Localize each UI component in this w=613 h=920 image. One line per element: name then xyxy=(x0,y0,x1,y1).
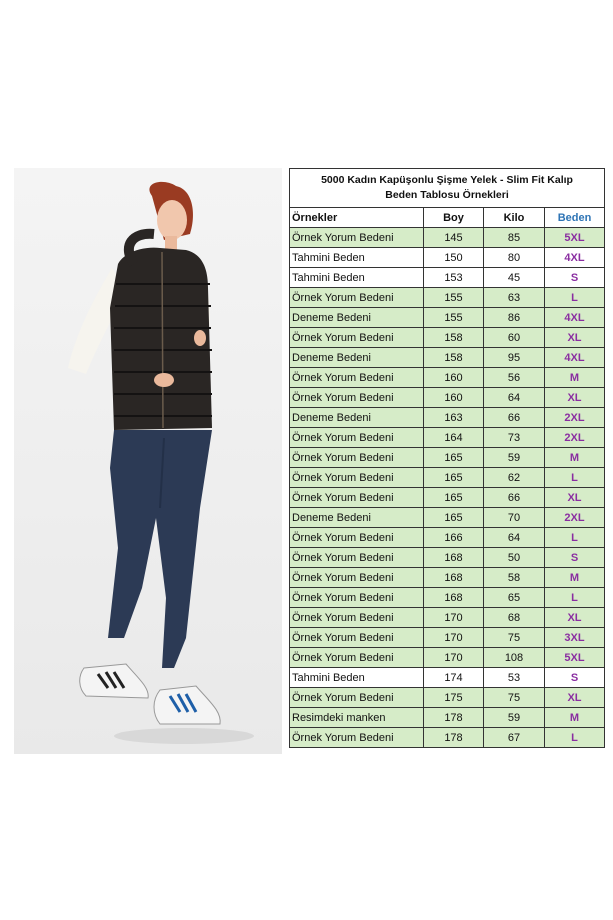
row-kilo: 50 xyxy=(484,548,545,568)
row-boy: 168 xyxy=(424,568,484,588)
row-name: Örnek Yorum Bedeni xyxy=(290,448,424,468)
row-boy: 175 xyxy=(424,688,484,708)
row-boy: 158 xyxy=(424,328,484,348)
row-name: Örnek Yorum Bedeni xyxy=(290,728,424,748)
row-kilo: 86 xyxy=(484,308,545,328)
row-beden: 5XL xyxy=(545,228,605,248)
row-boy: 170 xyxy=(424,648,484,668)
row-beden: M xyxy=(545,568,605,588)
row-name: Örnek Yorum Bedeni xyxy=(290,488,424,508)
header-kilo: Kilo xyxy=(484,208,545,228)
table-row xyxy=(290,568,605,588)
row-boy: 168 xyxy=(424,588,484,608)
table-row xyxy=(290,228,605,248)
row-kilo: 65 xyxy=(484,588,545,608)
row-kilo: 85 xyxy=(484,228,545,248)
table-header-row xyxy=(290,208,605,228)
row-kilo: 64 xyxy=(484,388,545,408)
row-boy: 163 xyxy=(424,408,484,428)
table-row xyxy=(290,708,605,728)
table-row xyxy=(290,408,605,428)
table-row xyxy=(290,348,605,368)
row-beden: L xyxy=(545,468,605,488)
table-row xyxy=(290,308,605,328)
table-row xyxy=(290,528,605,548)
row-name: Örnek Yorum Bedeni xyxy=(290,628,424,648)
row-boy: 155 xyxy=(424,308,484,328)
header-boy: Boy xyxy=(424,208,484,228)
row-boy: 174 xyxy=(424,668,484,688)
row-name: Örnek Yorum Bedeni xyxy=(290,288,424,308)
row-name: Örnek Yorum Bedeni xyxy=(290,368,424,388)
table-row xyxy=(290,288,605,308)
row-boy: 165 xyxy=(424,448,484,468)
row-beden: XL xyxy=(545,608,605,628)
table-row xyxy=(290,448,605,468)
row-kilo: 108 xyxy=(484,648,545,668)
row-beden: 3XL xyxy=(545,628,605,648)
row-kilo: 53 xyxy=(484,668,545,688)
row-beden: XL xyxy=(545,388,605,408)
row-boy: 153 xyxy=(424,268,484,288)
table-title-row xyxy=(290,169,605,208)
table-row xyxy=(290,468,605,488)
row-beden: 2XL xyxy=(545,408,605,428)
row-kilo: 67 xyxy=(484,728,545,748)
row-boy: 170 xyxy=(424,628,484,648)
row-beden: 2XL xyxy=(545,428,605,448)
row-boy: 150 xyxy=(424,248,484,268)
table-row xyxy=(290,388,605,408)
row-beden: M xyxy=(545,708,605,728)
table-row xyxy=(290,508,605,528)
header-beden: Beden xyxy=(545,208,605,228)
row-beden: L xyxy=(545,528,605,548)
row-boy: 145 xyxy=(424,228,484,248)
row-boy: 178 xyxy=(424,708,484,728)
row-beden: L xyxy=(545,588,605,608)
table-row xyxy=(290,488,605,508)
table-row xyxy=(290,548,605,568)
row-boy: 158 xyxy=(424,348,484,368)
row-beden: 5XL xyxy=(545,648,605,668)
row-beden: S xyxy=(545,668,605,688)
row-beden: L xyxy=(545,288,605,308)
row-kilo: 66 xyxy=(484,408,545,428)
table-row xyxy=(290,628,605,648)
row-beden: L xyxy=(545,728,605,748)
row-kilo: 64 xyxy=(484,528,545,548)
table-row xyxy=(290,728,605,748)
row-kilo: 95 xyxy=(484,348,545,368)
row-beden: 4XL xyxy=(545,308,605,328)
table-row xyxy=(290,668,605,688)
table-row xyxy=(290,248,605,268)
row-name: Örnek Yorum Bedeni xyxy=(290,428,424,448)
model-illustration xyxy=(14,168,282,754)
row-boy: 165 xyxy=(424,508,484,528)
row-name: Deneme Bedeni xyxy=(290,308,424,328)
row-boy: 168 xyxy=(424,548,484,568)
row-beden: 4XL xyxy=(545,248,605,268)
row-name: Örnek Yorum Bedeni xyxy=(290,568,424,588)
row-kilo: 70 xyxy=(484,508,545,528)
row-beden: M xyxy=(545,448,605,468)
table-row xyxy=(290,428,605,448)
row-beden: 4XL xyxy=(545,348,605,368)
row-name: Deneme Bedeni xyxy=(290,348,424,368)
row-boy: 178 xyxy=(424,728,484,748)
row-boy: 165 xyxy=(424,468,484,488)
row-boy: 160 xyxy=(424,368,484,388)
table-title-line1: 5000 Kadın Kapüşonlu Şişme Yelek - Slim Fit Kalıp xyxy=(321,174,573,186)
row-boy: 160 xyxy=(424,388,484,408)
row-boy: 165 xyxy=(424,488,484,508)
row-name: Örnek Yorum Bedeni xyxy=(290,468,424,488)
row-kilo: 75 xyxy=(484,628,545,648)
row-boy: 155 xyxy=(424,288,484,308)
row-kilo: 66 xyxy=(484,488,545,508)
row-name: Deneme Bedeni xyxy=(290,408,424,428)
row-beden: XL xyxy=(545,688,605,708)
row-boy: 164 xyxy=(424,428,484,448)
size-chart-table xyxy=(289,168,605,748)
row-beden: XL xyxy=(545,328,605,348)
row-name: Resimdeki manken xyxy=(290,708,424,728)
header-ornekler: Örnekler xyxy=(290,208,424,228)
row-kilo: 68 xyxy=(484,608,545,628)
row-kilo: 80 xyxy=(484,248,545,268)
row-kilo: 63 xyxy=(484,288,545,308)
row-name: Örnek Yorum Bedeni xyxy=(290,548,424,568)
row-name: Örnek Yorum Bedeni xyxy=(290,648,424,668)
table-row xyxy=(290,608,605,628)
table-title xyxy=(290,169,605,208)
table-row xyxy=(290,648,605,668)
row-beden: XL xyxy=(545,488,605,508)
product-photo xyxy=(14,168,282,754)
row-boy: 166 xyxy=(424,528,484,548)
row-name: Örnek Yorum Bedeni xyxy=(290,608,424,628)
row-name: Tahmini Beden xyxy=(290,268,424,288)
row-boy: 170 xyxy=(424,608,484,628)
row-name: Örnek Yorum Bedeni xyxy=(290,388,424,408)
table-title-line2: Beden Tablosu Örnekleri xyxy=(385,189,509,201)
row-beden: M xyxy=(545,368,605,388)
row-kilo: 59 xyxy=(484,708,545,728)
row-name: Örnek Yorum Bedeni xyxy=(290,228,424,248)
row-beden: S xyxy=(545,268,605,288)
table-row xyxy=(290,268,605,288)
table-row xyxy=(290,588,605,608)
table-row xyxy=(290,328,605,348)
table-row xyxy=(290,688,605,708)
row-name: Tahmini Beden xyxy=(290,668,424,688)
row-name: Örnek Yorum Bedeni xyxy=(290,588,424,608)
row-beden: S xyxy=(545,548,605,568)
row-kilo: 73 xyxy=(484,428,545,448)
row-kilo: 75 xyxy=(484,688,545,708)
row-name: Örnek Yorum Bedeni xyxy=(290,328,424,348)
table-row xyxy=(290,368,605,388)
row-kilo: 45 xyxy=(484,268,545,288)
row-kilo: 58 xyxy=(484,568,545,588)
row-beden: 2XL xyxy=(545,508,605,528)
row-kilo: 56 xyxy=(484,368,545,388)
row-name: Örnek Yorum Bedeni xyxy=(290,688,424,708)
row-name: Tahmini Beden xyxy=(290,248,424,268)
row-kilo: 62 xyxy=(484,468,545,488)
row-kilo: 59 xyxy=(484,448,545,468)
row-name: Örnek Yorum Bedeni xyxy=(290,528,424,548)
row-name: Deneme Bedeni xyxy=(290,508,424,528)
row-kilo: 60 xyxy=(484,328,545,348)
